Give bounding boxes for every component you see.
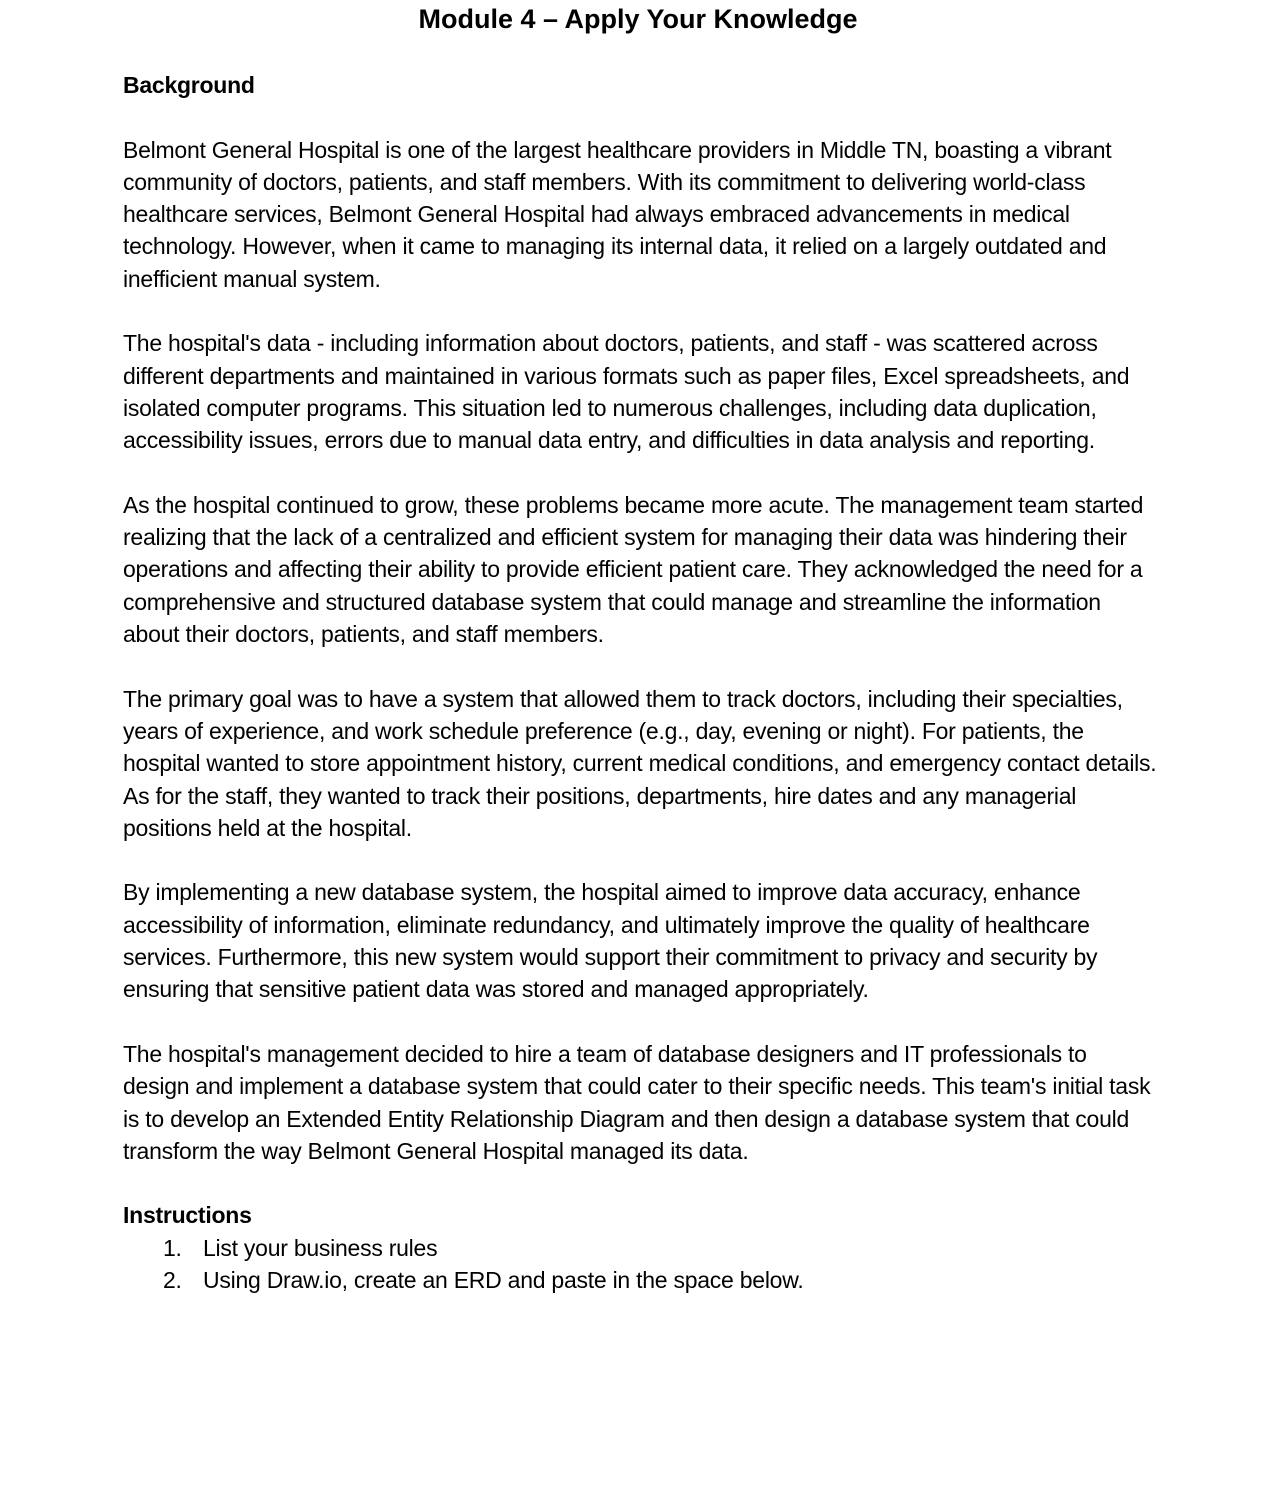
spacer bbox=[123, 844, 1158, 876]
list-item-text: Using Draw.io, create an ERD and paste in the space below. bbox=[203, 1266, 804, 1293]
paragraph-5: By implementing a new database system, the hospital aimed to improve data accuracy, enhance accessibility of information, eliminate redundancy, and ultimately improve the quality of healthcare services. Furthermore, this new system would support their commitment to privacy and security by ensuring that sensitive patient data was stored and managed appropriately. bbox=[123, 879, 1098, 1003]
page-title: Module 4 – Apply Your Knowledge bbox=[418, 4, 858, 34]
document-body bbox=[123, 69, 1158, 1296]
list-item bbox=[123, 1264, 1158, 1296]
paragraph-4: The primary goal was to have a system that allowed them to track doctors, including their specialties, years of experience, and work schedule preference (e.g., day, evening or night). For patients, the hospital wanted to store appointment history, current medical conditions, and emergency contact details. As for the staff, they wanted to track their positions, departments, hire dates and any managerial positions held at the hospital. bbox=[123, 685, 1157, 841]
background-heading: Background bbox=[123, 72, 255, 98]
paragraph-1: Belmont General Hospital is one of the largest healthcare providers in Middle TN, boasting a vibrant community of doctors, patients, and staff members. With its commitment to delivering world-class healthcare services, Belmont General Hospital had always embraced advancements in medical technology. However, when it came to managing its internal data, it relied on a largely outdated and inefficient manual system. bbox=[123, 136, 1112, 292]
spacer bbox=[123, 1167, 1158, 1199]
paragraph-3: As the hospital continued to grow, these problems became more acute. The management team started realizing that the lack of a centralized and efficient system for managing their data was hindering their operations and affecting their ability to provide efficient patient care. They acknowledged the need for a comprehensive and structured database system that could manage and streamline the information about their doctors, patients, and staff members. bbox=[123, 491, 1144, 648]
spacer bbox=[123, 295, 1158, 327]
instructions-list bbox=[123, 1232, 1158, 1297]
spacer bbox=[123, 457, 1158, 489]
list-item-number: 2. bbox=[163, 1266, 182, 1293]
spacer bbox=[123, 650, 1158, 682]
paragraph-6: The hospital's management decided to hire a team of database designers and IT professionals to design and implement a database system that could cater to their specific needs. This team's initial task is to develop an Extended Entity Relationship Diagram and then design a database system that could transform the way Belmont General Hospital managed its data. bbox=[123, 1040, 1151, 1164]
instructions-heading: Instructions bbox=[123, 1202, 252, 1229]
paragraph-2: The hospital's data - including information about doctors, patients, and staff - was scattered across different departments and maintained in various formats such as paper files, Excel spreadsheets, and isolated computer programs. This situation led to numerous challenges, including data duplication, accessibility issues, errors due to manual data entry, and difficulties in data analysis and reporting. bbox=[123, 330, 1130, 454]
list-item-text: List your business rules bbox=[203, 1234, 438, 1261]
spacer bbox=[123, 1006, 1158, 1038]
list-item-number: 1. bbox=[163, 1234, 182, 1261]
list-item bbox=[123, 1232, 1158, 1264]
spacer bbox=[123, 101, 1158, 133]
